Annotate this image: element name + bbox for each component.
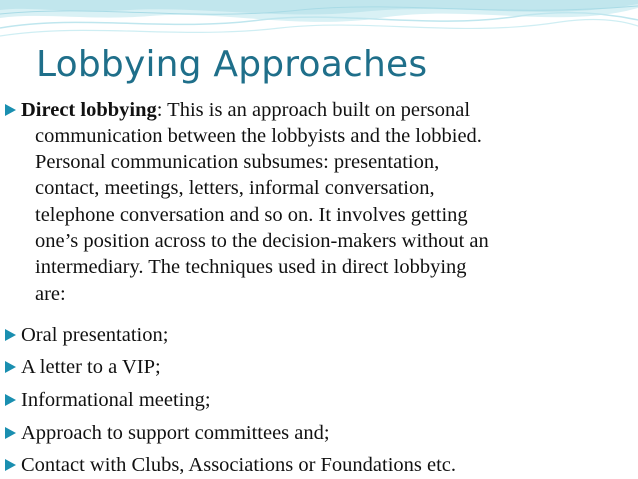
list-item [4,355,161,379]
intro-line: are: [35,283,66,305]
intro-line: contact, meetings, letters, informal conversation, [35,177,435,199]
bullet-icon [4,360,17,374]
list-item-text: Contact with Clubs, Associations or Foundations etc. [21,454,457,476]
intro-line: communication between the lobbyists and the lobbied. [35,125,482,147]
list-item [4,421,330,445]
list-item-text: Approach to support committees and; [21,422,330,444]
intro-term: Direct lobbying [21,99,157,121]
intro-line: one’s position across to the decision-makers without an [35,230,489,252]
intro-line: telephone conversation and so on. It involves getting [35,204,468,226]
list-item [4,323,168,347]
bullet-icon [4,103,17,117]
bullet-icon [4,426,17,440]
list-item-text: Oral presentation; [21,324,169,346]
bullet-icon [4,458,17,472]
intro-paragraph-first-line [4,98,470,122]
list-item [4,453,456,477]
bullet-icon [4,393,17,407]
intro-first-line-text: : This is an approach built on personal [156,99,471,121]
bullet-icon [4,328,17,342]
list-item-text: A letter to a VIP; [21,356,161,378]
intro-line: intermediary. The techniques used in direct lobbying [35,256,467,278]
list-item-text: Informational meeting; [21,389,211,411]
intro-line: Personal communication subsumes: presentation, [35,151,440,173]
slide-title: Lobbying Approaches [36,44,428,85]
list-item [4,388,211,412]
